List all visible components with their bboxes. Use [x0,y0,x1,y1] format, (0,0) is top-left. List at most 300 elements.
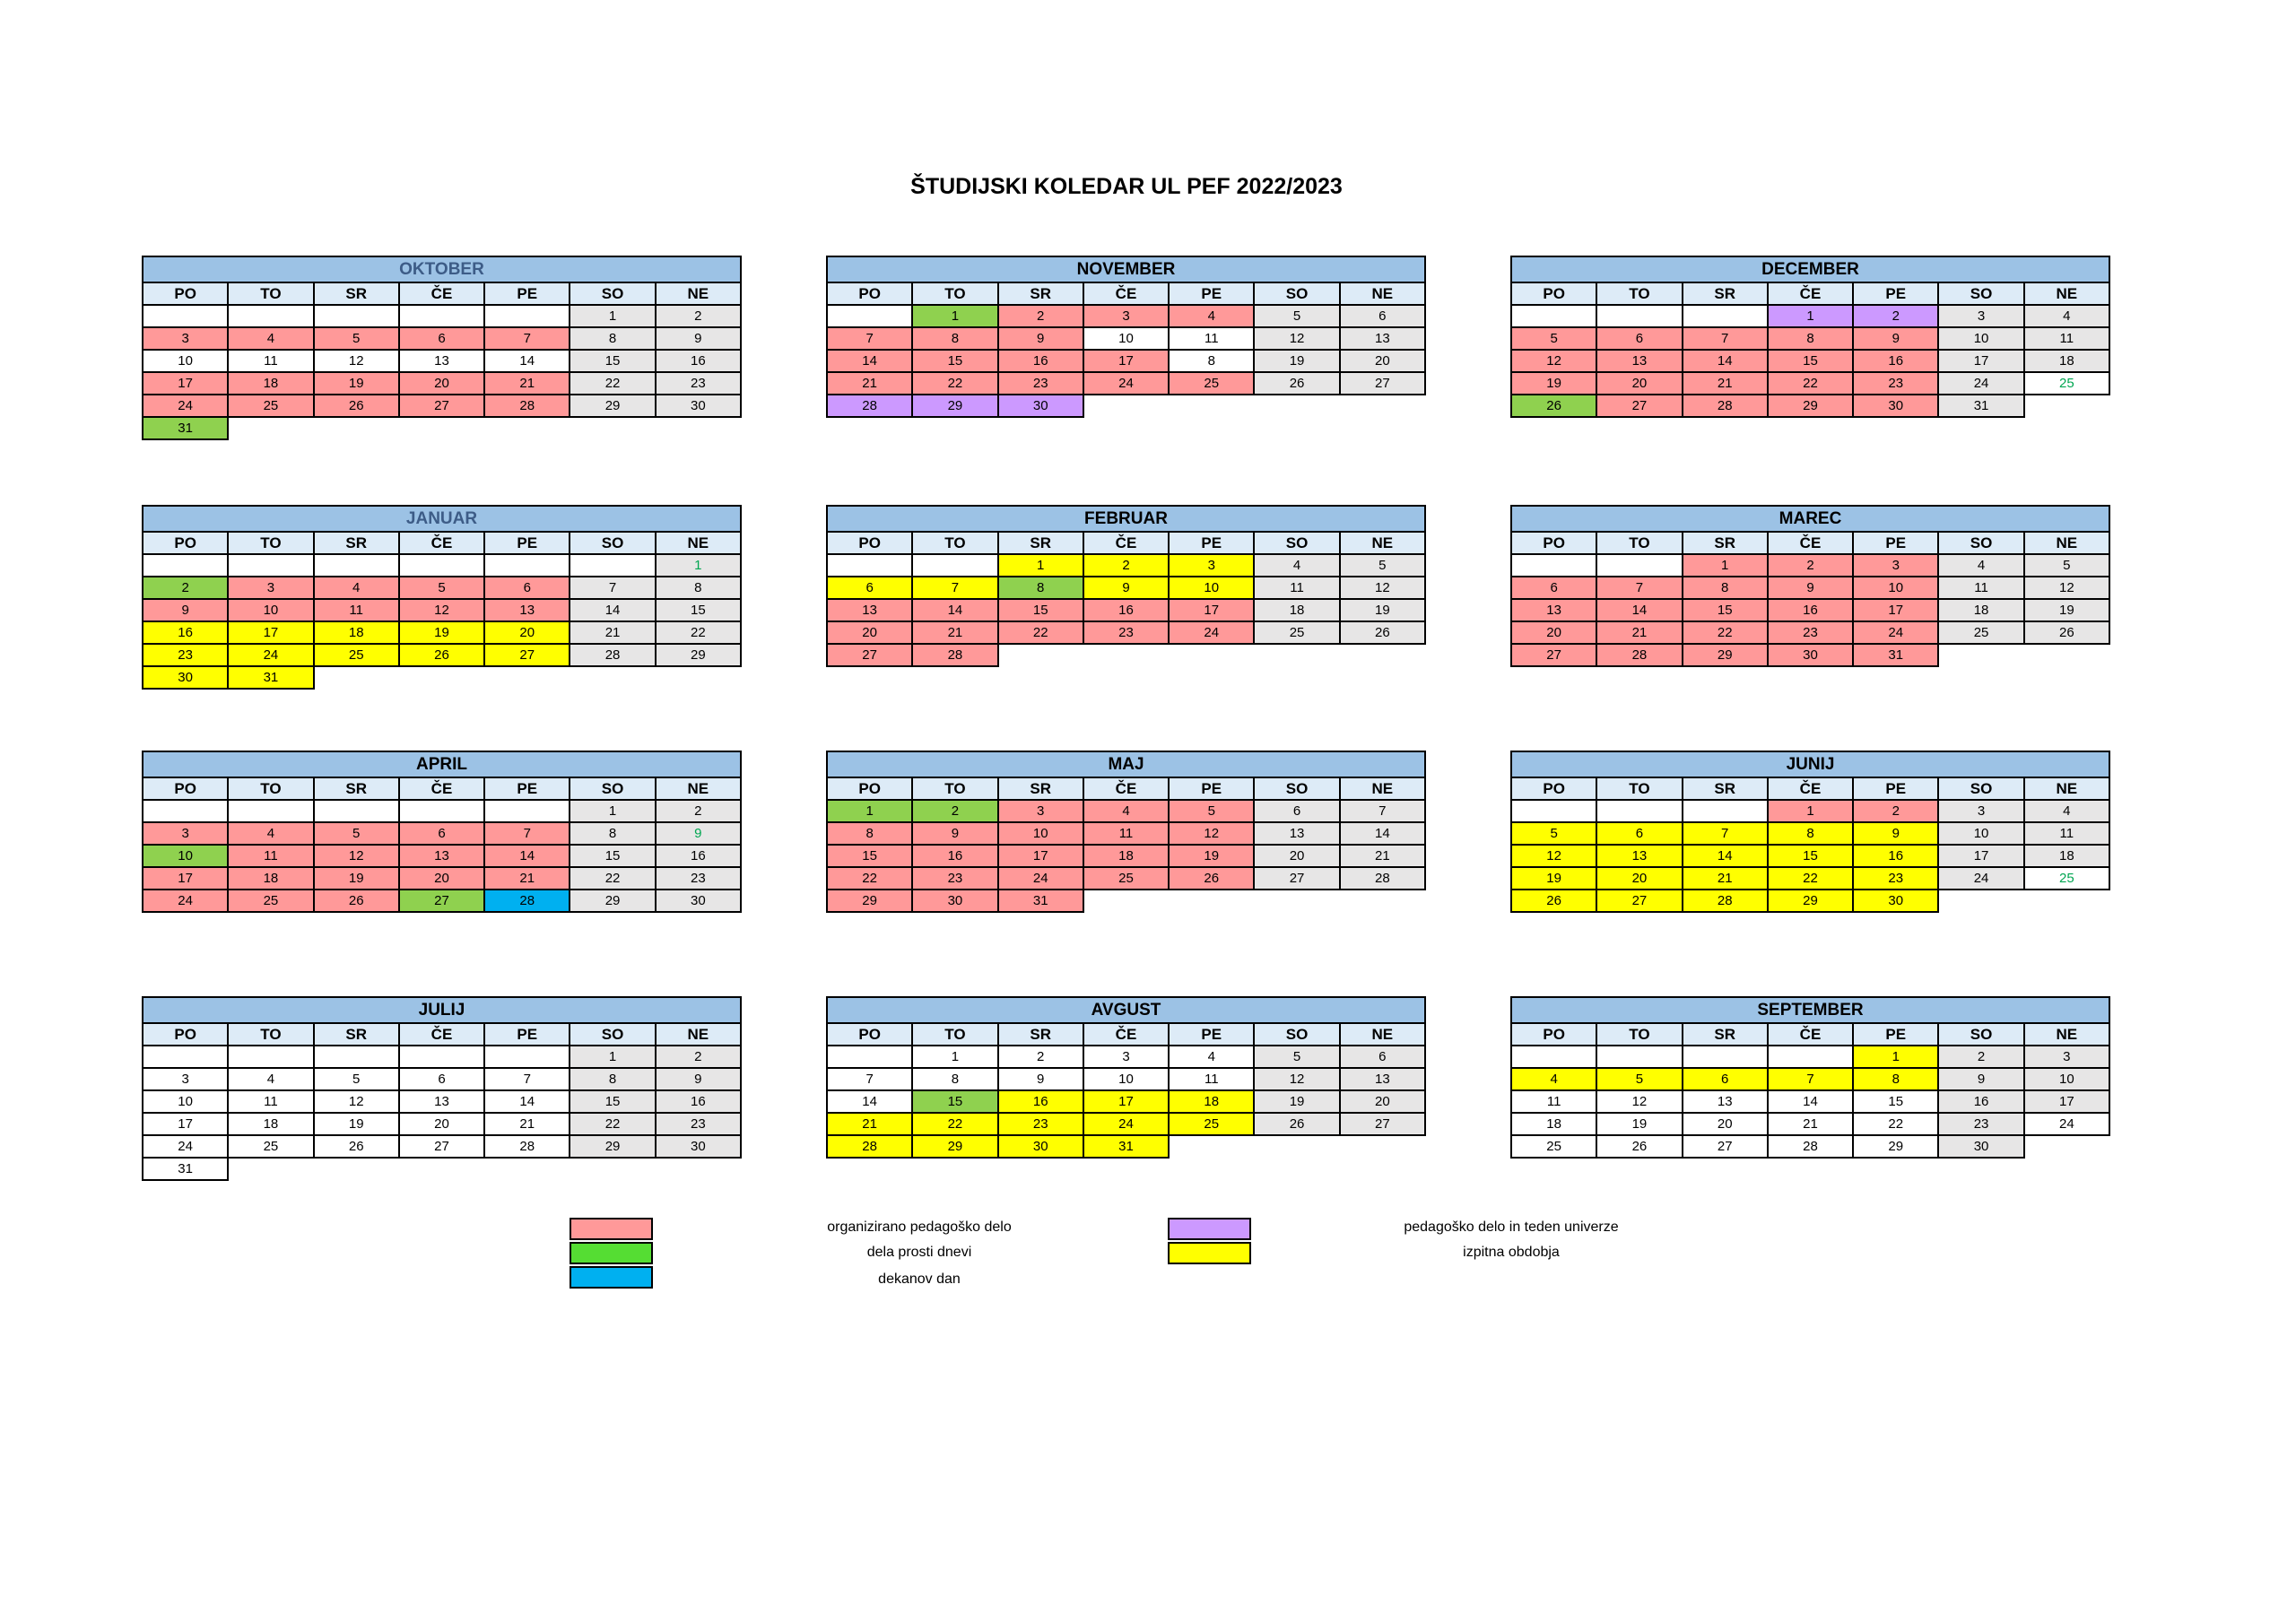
day-cell: 25 [1083,867,1169,890]
day-cell: 28 [1340,867,1425,890]
empty-cell [827,554,912,577]
blank-cell [1169,644,1254,666]
day-cell: 24 [998,867,1083,890]
weekday-header: NE [656,282,741,305]
empty-cell [484,305,570,327]
blank-cell [2024,395,2109,417]
day-cell: 26 [2024,621,2109,644]
day-cell: 25 [228,1135,313,1158]
day-cell: 3 [1083,305,1169,327]
day-cell: 3 [1938,305,2023,327]
empty-cell [399,800,484,822]
day-cell: 30 [998,395,1083,417]
day-cell: 11 [228,350,313,372]
day-cell: 29 [1768,890,1853,912]
day-cell: 18 [228,867,313,890]
day-cell: 18 [1938,599,2023,621]
weekday-header: SR [1683,1023,1768,1046]
month-table [1510,751,2110,913]
day-cell: 13 [484,599,570,621]
month-table [142,751,742,913]
empty-cell [912,554,997,577]
month-marec [1510,505,2110,667]
empty-cell [314,1046,399,1068]
day-cell: 22 [827,867,912,890]
day-cell: 4 [1511,1068,1596,1090]
page-title: ŠTUDIJSKI KOLEDAR UL PEF 2022/2023 [910,174,1343,199]
weekday-header: SR [998,777,1083,800]
day-cell: 23 [656,372,741,395]
day-cell: 16 [1083,599,1169,621]
weekday-header: PE [1169,532,1254,554]
day-cell: 5 [314,1068,399,1090]
month-table [1510,996,2110,1159]
day-cell: 22 [570,867,655,890]
day-cell: 28 [1768,1135,1853,1158]
month-december [1510,256,2110,418]
day-cell: 20 [399,1113,484,1135]
day-cell: 15 [570,1090,655,1113]
day-cell: 10 [1853,577,1938,599]
weekday-header: PE [1853,532,1938,554]
month-table [826,751,1426,913]
day-cell: 24 [2024,1113,2109,1135]
day-cell: 14 [827,350,912,372]
empty-cell [1596,1046,1682,1068]
day-cell: 2 [656,305,741,327]
day-cell: 4 [1254,554,1339,577]
day-cell: 21 [484,372,570,395]
day-cell: 16 [656,845,741,867]
day-cell: 3 [143,822,228,845]
day-cell: 27 [1254,867,1339,890]
day-cell: 27 [1340,372,1425,395]
legend-swatch-organized [570,1218,653,1240]
day-cell: 11 [1169,327,1254,350]
day-cell: 19 [399,621,484,644]
day-cell: 22 [998,621,1083,644]
day-cell: 22 [570,1113,655,1135]
blank-cell [1169,1135,1254,1158]
weekday-header: PE [484,532,570,554]
day-cell: 11 [1938,577,2023,599]
day-cell: 18 [1511,1113,1596,1135]
empty-cell [228,1046,313,1068]
day-cell: 11 [2024,822,2109,845]
weekday-header: SR [1683,282,1768,305]
day-cell: 14 [1596,599,1682,621]
day-cell: 12 [1596,1090,1682,1113]
day-cell: 8 [1169,350,1254,372]
empty-cell [143,554,228,577]
day-cell: 12 [1254,327,1339,350]
day-cell: 20 [1683,1113,1768,1135]
blank-cell [656,1158,741,1180]
weekday-header: SO [1938,777,2023,800]
day-cell: 8 [656,577,741,599]
month-table [1510,256,2110,418]
month-title: JUNIJ [1511,751,2109,777]
day-cell: 29 [1853,1135,1938,1158]
weekday-header: TO [228,777,313,800]
day-cell: 1 [827,800,912,822]
day-cell: 22 [912,1113,997,1135]
day-cell: 15 [912,350,997,372]
weekday-header: PO [827,1023,912,1046]
day-cell: 5 [1511,822,1596,845]
weekday-header: SO [1254,777,1339,800]
month-januar [142,505,742,690]
blank-cell [228,1158,313,1180]
day-cell: 17 [1083,350,1169,372]
weekday-header: PE [484,1023,570,1046]
day-cell: 4 [2024,800,2109,822]
empty-cell [314,554,399,577]
day-cell: 8 [1683,577,1768,599]
day-cell: 13 [827,599,912,621]
legend-swatch-dean-day [570,1266,653,1289]
month-title: MAJ [827,751,1425,777]
day-cell: 21 [1683,372,1768,395]
weekday-header: SO [1938,532,2023,554]
month-title: JANUAR [143,506,741,532]
day-cell: 7 [1768,1068,1853,1090]
day-cell: 31 [1853,644,1938,666]
day-cell: 7 [1683,327,1768,350]
day-cell: 21 [484,867,570,890]
weekday-header: ČE [1768,282,1853,305]
weekday-header: NE [2024,282,2109,305]
day-cell: 26 [1511,395,1596,417]
day-cell: 17 [143,372,228,395]
month-title: SEPTEMBER [1511,997,2109,1023]
blank-cell [2024,890,2109,912]
day-cell: 7 [484,822,570,845]
day-cell: 14 [1340,822,1425,845]
day-cell: 5 [1596,1068,1682,1090]
day-cell: 14 [827,1090,912,1113]
month-julij [142,996,742,1181]
day-cell: 17 [1938,845,2023,867]
day-cell: 20 [484,621,570,644]
day-cell: 24 [143,395,228,417]
blank-cell [1169,890,1254,912]
weekday-header: TO [912,532,997,554]
weekday-header: PE [1853,777,1938,800]
weekday-header: TO [1596,282,1682,305]
day-cell: 30 [1853,395,1938,417]
day-cell: 27 [399,890,484,912]
day-cell: 9 [656,822,741,845]
day-cell: 3 [143,1068,228,1090]
day-cell: 29 [1768,395,1853,417]
day-cell: 19 [1340,599,1425,621]
day-cell: 31 [143,417,228,439]
empty-cell [1511,554,1596,577]
day-cell: 11 [1254,577,1339,599]
day-cell: 22 [1768,867,1853,890]
day-cell: 10 [1938,822,2023,845]
day-cell: 1 [912,1046,997,1068]
day-cell: 21 [827,372,912,395]
day-cell: 1 [656,554,741,577]
day-cell: 7 [484,327,570,350]
weekday-header: PO [1511,1023,1596,1046]
blank-cell [484,1158,570,1180]
weekday-header: PO [1511,282,1596,305]
day-cell: 7 [1340,800,1425,822]
day-cell: 30 [998,1135,1083,1158]
month-november [826,256,1426,418]
day-cell: 2 [1938,1046,2023,1068]
day-cell: 12 [314,1090,399,1113]
day-cell: 21 [1768,1113,1853,1135]
day-cell: 4 [1169,305,1254,327]
weekday-header: SR [314,1023,399,1046]
weekday-header: NE [1340,1023,1425,1046]
day-cell: 26 [1340,621,1425,644]
day-cell: 12 [314,350,399,372]
day-cell: 9 [1938,1068,2023,1090]
weekday-header: PO [143,282,228,305]
month-table [142,996,742,1181]
day-cell: 15 [1683,599,1768,621]
day-cell: 22 [656,621,741,644]
day-cell: 14 [1683,350,1768,372]
blank-cell [484,417,570,439]
day-cell: 22 [912,372,997,395]
day-cell: 31 [1938,395,2023,417]
day-cell: 6 [1511,577,1596,599]
day-cell: 21 [570,621,655,644]
day-cell: 25 [1169,1113,1254,1135]
blank-cell [399,666,484,689]
weekday-header: SR [314,532,399,554]
day-cell: 5 [2024,554,2109,577]
weekday-header: TO [1596,532,1682,554]
day-cell: 17 [143,1113,228,1135]
day-cell: 29 [912,395,997,417]
day-cell: 10 [1169,577,1254,599]
day-cell: 17 [228,621,313,644]
day-cell: 31 [228,666,313,689]
weekday-header: SR [998,1023,1083,1046]
day-cell: 3 [1853,554,1938,577]
empty-cell [143,305,228,327]
weekday-header: ČE [1083,777,1169,800]
day-cell: 14 [1768,1090,1853,1113]
blank-cell [570,666,655,689]
day-cell: 15 [827,845,912,867]
day-cell: 27 [1340,1113,1425,1135]
day-cell: 30 [656,890,741,912]
day-cell: 27 [399,395,484,417]
empty-cell [1768,1046,1853,1068]
day-cell: 29 [912,1135,997,1158]
day-cell: 19 [314,867,399,890]
blank-cell [1254,395,1339,417]
day-cell: 23 [912,867,997,890]
empty-cell [484,1046,570,1068]
weekday-header: PO [827,282,912,305]
month-table [1510,505,2110,667]
day-cell: 16 [656,1090,741,1113]
day-cell: 17 [143,867,228,890]
day-cell: 14 [484,845,570,867]
weekday-header: TO [912,282,997,305]
weekday-header: SR [998,532,1083,554]
weekday-header: SR [1683,777,1768,800]
day-cell: 4 [314,577,399,599]
day-cell: 28 [484,890,570,912]
month-september [1510,996,2110,1159]
day-cell: 13 [1683,1090,1768,1113]
month-title: AVGUST [827,997,1425,1023]
day-cell: 18 [1169,1090,1254,1113]
weekday-header: ČE [399,532,484,554]
day-cell: 9 [1083,577,1169,599]
day-cell: 1 [1768,305,1853,327]
day-cell: 25 [1254,621,1339,644]
day-cell: 23 [998,372,1083,395]
day-cell: 5 [314,822,399,845]
day-cell: 19 [2024,599,2109,621]
day-cell: 12 [1511,845,1596,867]
day-cell: 28 [827,1135,912,1158]
day-cell: 4 [1083,800,1169,822]
day-cell: 15 [998,599,1083,621]
day-cell: 12 [1169,822,1254,845]
weekday-header: TO [912,1023,997,1046]
weekday-header: PO [827,777,912,800]
day-cell: 21 [1596,621,1682,644]
day-cell: 10 [143,1090,228,1113]
day-cell: 26 [1254,1113,1339,1135]
empty-cell [399,305,484,327]
blank-cell [1083,644,1169,666]
day-cell: 10 [998,822,1083,845]
day-cell: 6 [1340,305,1425,327]
day-cell: 14 [484,1090,570,1113]
day-cell: 24 [143,890,228,912]
day-cell: 1 [570,800,655,822]
weekday-header: PE [484,282,570,305]
day-cell: 28 [484,1135,570,1158]
day-cell: 8 [570,327,655,350]
legend-swatch-university-week [1168,1218,1251,1240]
day-cell: 14 [484,350,570,372]
day-cell: 4 [2024,305,2109,327]
day-cell: 2 [1853,800,1938,822]
empty-cell [143,800,228,822]
day-cell: 9 [656,327,741,350]
blank-cell [1169,395,1254,417]
day-cell: 23 [656,867,741,890]
blank-cell [1254,1135,1339,1158]
blank-cell [1340,395,1425,417]
day-cell: 4 [228,822,313,845]
blank-cell [2024,1135,2109,1158]
empty-cell [399,1046,484,1068]
weekday-header: ČE [1768,777,1853,800]
weekday-header: TO [912,777,997,800]
blank-cell [1340,890,1425,912]
day-cell: 18 [2024,350,2109,372]
day-cell: 8 [1768,327,1853,350]
day-cell: 1 [1853,1046,1938,1068]
legend-label-organized: organizirano pedagoško delo [827,1219,1012,1235]
month-april [142,751,742,913]
day-cell: 6 [1596,327,1682,350]
day-cell: 15 [1768,845,1853,867]
day-cell: 12 [1254,1068,1339,1090]
day-cell: 4 [1938,554,2023,577]
month-table [142,505,742,690]
day-cell: 31 [143,1158,228,1180]
day-cell: 28 [1683,395,1768,417]
day-cell: 13 [399,1090,484,1113]
empty-cell [1511,305,1596,327]
blank-cell [1254,890,1339,912]
day-cell: 20 [827,621,912,644]
legend-label-holidays: dela prosti dnevi [866,1245,972,1260]
empty-cell [827,1046,912,1068]
day-cell: 4 [1169,1046,1254,1068]
day-cell: 14 [912,599,997,621]
month-title: FEBRUAR [827,506,1425,532]
day-cell: 15 [656,599,741,621]
day-cell: 22 [570,372,655,395]
day-cell: 7 [1683,822,1768,845]
day-cell: 13 [1254,822,1339,845]
month-junij [1510,751,2110,913]
day-cell: 8 [998,577,1083,599]
empty-cell [570,554,655,577]
day-cell: 24 [143,1135,228,1158]
month-avgust [826,996,1426,1159]
day-cell: 20 [1254,845,1339,867]
day-cell: 9 [1853,327,1938,350]
day-cell: 1 [1683,554,1768,577]
day-cell: 17 [1938,350,2023,372]
weekday-header: TO [1596,1023,1682,1046]
weekday-header: NE [656,1023,741,1046]
day-cell: 6 [484,577,570,599]
day-cell: 27 [827,644,912,666]
day-cell: 24 [228,644,313,666]
day-cell: 19 [1169,845,1254,867]
blank-cell [399,417,484,439]
day-cell: 19 [1596,1113,1682,1135]
day-cell: 1 [570,1046,655,1068]
day-cell: 24 [1938,867,2023,890]
day-cell: 27 [1596,395,1682,417]
day-cell: 30 [1768,644,1853,666]
empty-cell [1596,554,1682,577]
day-cell: 21 [827,1113,912,1135]
day-cell: 29 [570,1135,655,1158]
empty-cell [484,554,570,577]
day-cell: 14 [570,599,655,621]
blank-cell [314,1158,399,1180]
day-cell: 26 [1596,1135,1682,1158]
day-cell: 12 [1511,350,1596,372]
day-cell: 2 [998,305,1083,327]
weekday-header: TO [228,1023,313,1046]
legend-swatch-holidays [570,1242,653,1264]
day-cell: 24 [1083,372,1169,395]
day-cell: 15 [1768,350,1853,372]
